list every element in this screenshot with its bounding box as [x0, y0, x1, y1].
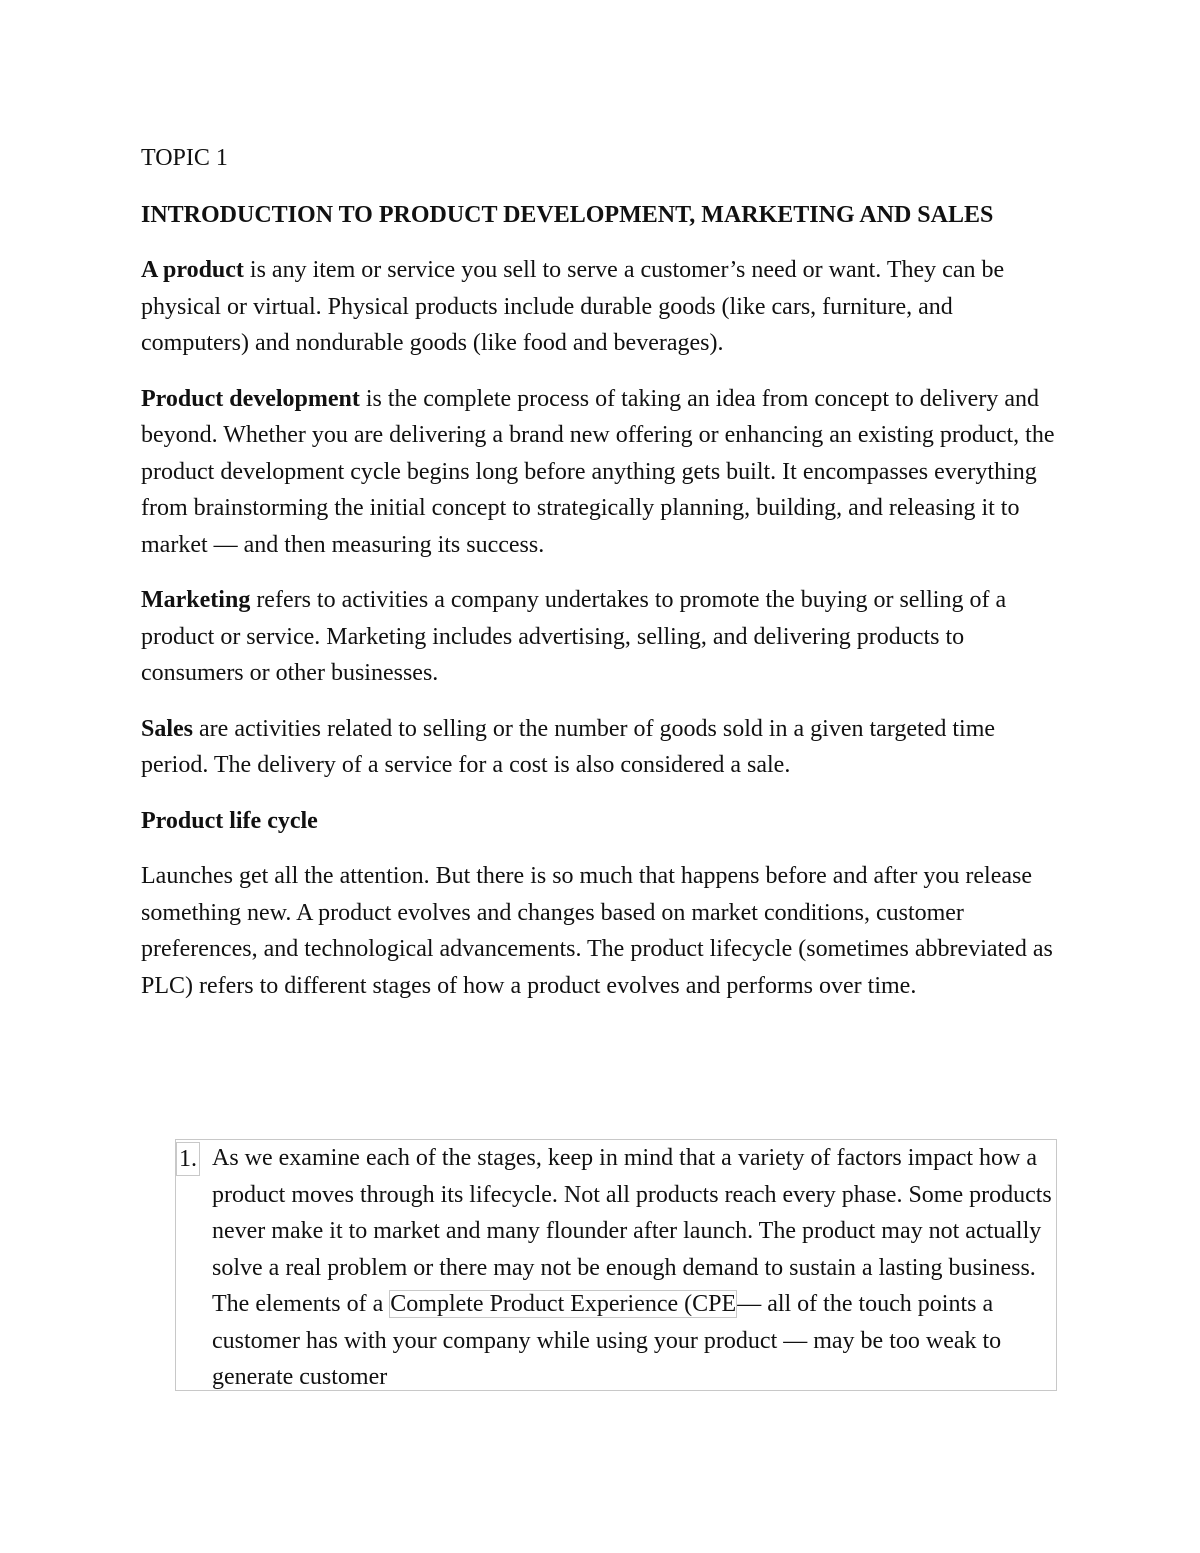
document-title: INTRODUCTION TO PRODUCT DEVELOPMENT, MARKETING AND SALES [141, 201, 994, 228]
cpe-link[interactable]: Complete Product Experience (CPE [390, 1291, 737, 1317]
list-item-text: As we examine each of the stages, keep in mind that a variety of factors impact how a product moves through its lifecycle. Not all products reach every phase. Some products never make it to market and many flounder after launch. The product may not actually solve a real problem or there may not be enough demand to sustain a lasting business. The elements of a [212, 1145, 1052, 1317]
sales-definition: are activities related to selling or the number of goods sold in a given targeted time period. The delivery of a service for a cost is also considered a sale. [141, 715, 996, 778]
list-item [176, 1140, 1056, 1391]
document-body [141, 140, 1061, 1023]
product-paragraph [141, 252, 1061, 362]
sales-paragraph [141, 711, 1061, 784]
marketing-term: Marketing [141, 587, 251, 613]
topic-label: TOPIC 1 [141, 145, 228, 171]
product-term: A product [141, 257, 244, 283]
plc-heading: Product life cycle [141, 807, 318, 834]
marketing-definition: refers to activities a company undertakes to promote the buying or selling of a product or service. Marketing includes advertising, selling, and delivering products to consumers or other businesses. [141, 587, 1007, 686]
product-definition: is any item or service you sell to serve a customer’s need or want. They can be physical or virtual. Physical products include durable goods (like cars, furniture, and computers) and nondurable goods (like food and beverages). [141, 257, 1005, 356]
product-development-definition: is the complete process of taking an idea from concept to delivery and beyond. Whether you are delivering a brand new offering or enhancing an existing product, the product development cycle begins long before anything gets built. It encompasses everything from brainstorming the initial concept to strategically planning, building, and releasing it to market — and then measuring its success. [141, 385, 1055, 558]
product-development-paragraph [141, 381, 1061, 564]
product-development-term: Product development [141, 385, 360, 412]
plc-paragraph: Launches get all the attention. But there is so much that happens before and after you release something new. A product evolves and changes based on market conditions, customer preferences, and technological advancements. The product lifecycle (sometimes abbreviated as PLC) refers to different stages of how a product evolves and performs over time. [141, 863, 1053, 999]
marketing-paragraph [141, 582, 1061, 692]
list-number: 1. [176, 1142, 200, 1176]
sales-term: Sales [141, 715, 194, 742]
numbered-list-frame [175, 1139, 1057, 1391]
list-item-text-continued: — all of the touch points a customer has with your company while using your product — may be too weak to generate customer [212, 1291, 1002, 1390]
